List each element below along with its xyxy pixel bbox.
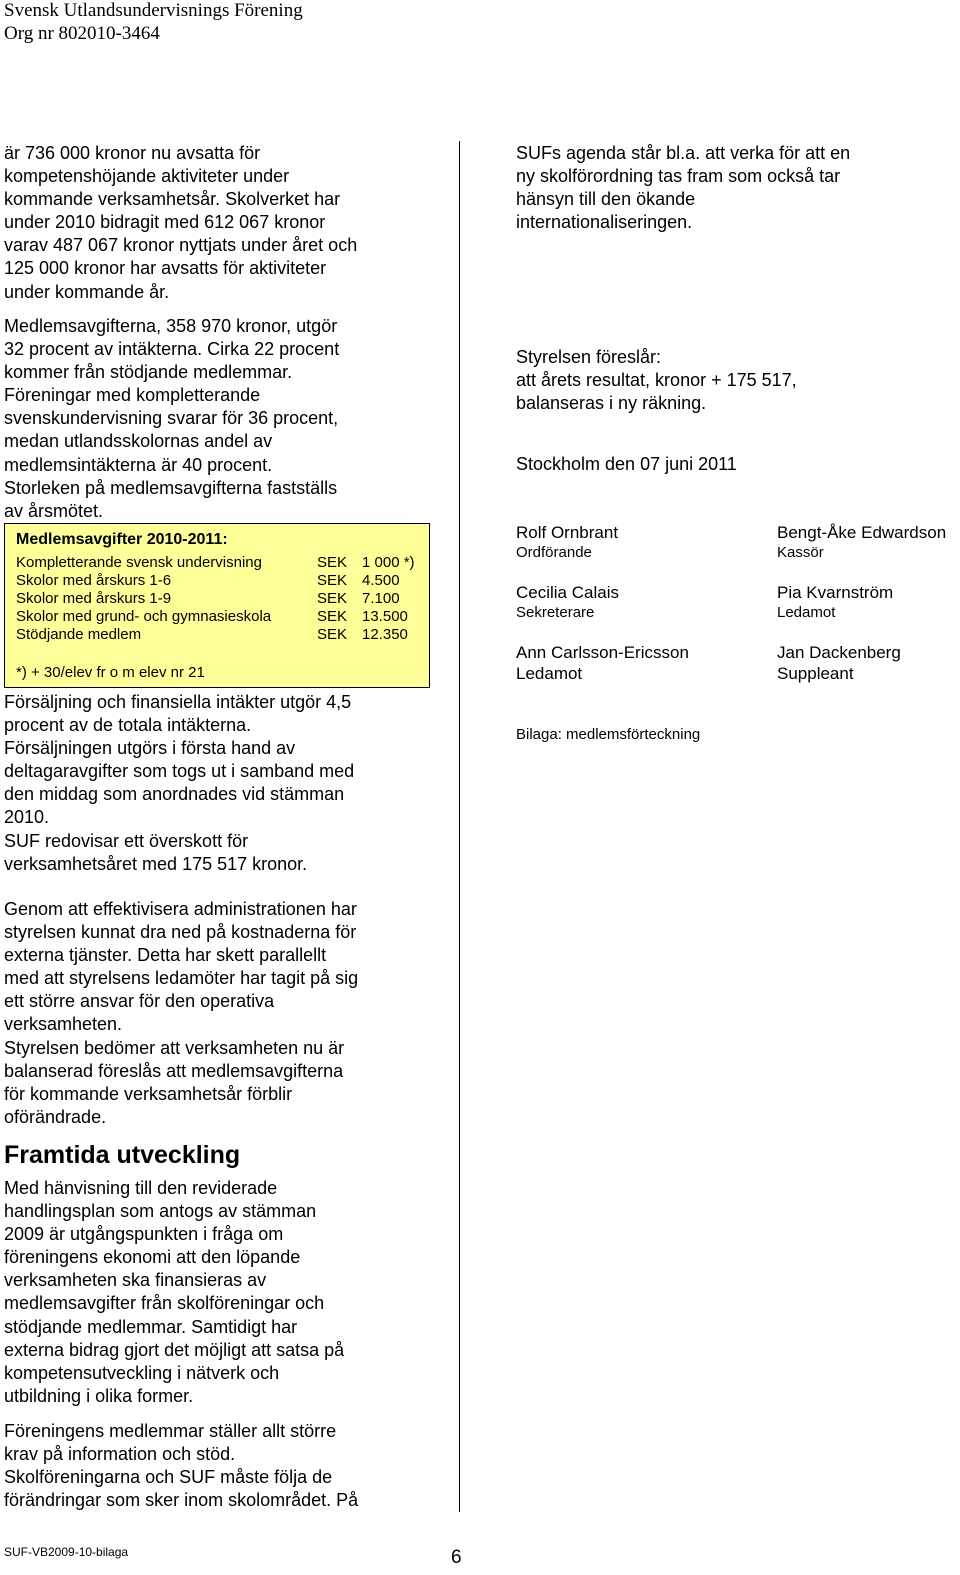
text-line: externa bidrag gjort det möjligt att satsa på — [4, 1339, 345, 1360]
text-line: balanseras i ny räkning. — [516, 393, 707, 414]
text-line: 2009 är utgångspunkten i fråga om — [4, 1224, 284, 1245]
text-line: Skolföreningarna och SUF måste följa de — [4, 1467, 333, 1488]
text-line: Med hänvisning till den reviderade — [4, 1178, 278, 1198]
signature-role: Ledamot — [516, 664, 583, 683]
text-line: krav på information och stöd. — [4, 1444, 236, 1465]
text-line: ny skolförordning tas fram som också tar — [516, 166, 841, 187]
text-line: för kommande verksamhetsår förblir — [4, 1083, 293, 1104]
text-line: Storleken på medlemsavgifterna fastställs — [4, 477, 338, 498]
text-line: Genom att effektivisera administrationen har — [4, 899, 357, 919]
board-proposal — [516, 346, 797, 415]
text-line: varav 487 067 kronor nyttjats under året och — [4, 235, 358, 256]
fee-label: Kompletterande svensk undervisning — [16, 554, 262, 571]
fee-amount: 13.500 — [362, 608, 408, 625]
text-line: kommande verksamhetsår. Skolverket har — [4, 189, 341, 210]
fee-footnote: *) + 30/elev fr o m elev nr 21 — [16, 664, 205, 681]
text-line: av årsmötet. — [4, 500, 104, 521]
signature-name: Rolf Ornbrant — [516, 523, 619, 542]
signature-role: Kassör — [777, 544, 824, 561]
text-line: Styrelsen bedömer att verksamheten nu är — [4, 1037, 345, 1058]
text-line: Föreningens medlemmar ställer allt större — [4, 1421, 337, 1441]
fee-currency: SEK — [317, 554, 348, 571]
text-line: föreningens ekonomi att den löpande — [4, 1247, 301, 1268]
text-line: utbildning i olika former. — [4, 1385, 194, 1406]
text-line: handlingsplan som antogs av stämman — [4, 1201, 317, 1222]
text-line: Försäljning och finansiella intäkter utgör 4,5 — [4, 692, 352, 712]
page-number: 6 — [451, 1547, 462, 1568]
fee-currency: SEK — [317, 608, 348, 625]
text-line: oförändrade. — [4, 1106, 107, 1127]
fee-label: Skolor med årskurs 1-9 — [16, 590, 172, 607]
organization-name: Svensk Utlandsundervisnings Förening — [4, 0, 303, 21]
text-line: svenskundervisning svarar för 36 procent, — [4, 408, 339, 429]
text-line: stödjande medlemmar. Samtidigt har — [4, 1316, 298, 1337]
paragraph-member-demands — [4, 1420, 358, 1512]
text-line: förändringar som sker inom skolområdet. På — [4, 1490, 359, 1511]
text-line: att årets resultat, kronor + 175 517, — [516, 370, 797, 391]
paragraph-suf-agenda — [516, 142, 850, 234]
fee-box-title: Medlemsavgifter 2010-2011: — [16, 531, 228, 548]
text-line: SUFs agenda står bl.a. att verka för att en — [516, 143, 851, 163]
text-line: internationaliseringen. — [516, 212, 693, 233]
paragraph-sales-income — [4, 691, 354, 876]
paragraph-membership-fees — [4, 315, 339, 523]
membership-fees-box — [4, 523, 430, 688]
attachment-note: Bilaga: medlemsförteckning — [516, 726, 701, 743]
text-line: styrelsen kunnat dra ned på kostnaderna för — [4, 922, 357, 943]
text-line: 2010. — [4, 807, 50, 828]
text-line: under 2010 bidragit med 612 067 kronor — [4, 212, 326, 233]
column-divider — [459, 141, 460, 1512]
text-line: under kommande år. — [4, 281, 170, 302]
text-line: externa tjänster. Detta har skett parallellt — [4, 945, 327, 966]
paragraph-administration — [4, 898, 358, 1129]
text-line: SUF redovisar ett överskott för — [4, 830, 249, 851]
signature-name: Pia Kvarnström — [777, 583, 894, 602]
signature-name: Bengt-Åke Edwardson — [777, 523, 947, 542]
paragraph-skolverket-funding — [4, 142, 357, 304]
text-line: kompetenshöjande aktiviteter under — [4, 166, 290, 187]
signature-role: Ledamot — [777, 604, 836, 621]
signature-role: Suppleant — [777, 664, 854, 683]
fee-amount: 4.500 — [362, 572, 400, 589]
text-line: Försäljningen utgörs i första hand av — [4, 738, 296, 759]
fee-amount: 7.100 — [362, 590, 400, 607]
text-line: kompetensutveckling i nätverk och — [4, 1362, 280, 1383]
signature-name: Ann Carlsson-Ericsson — [516, 643, 689, 662]
text-line: med att styrelsens ledamöter har tagit på sig — [4, 968, 359, 989]
text-line: verksamheten ska finansieras av — [4, 1270, 267, 1291]
signature-name: Jan Dackenberg — [777, 643, 901, 662]
fee-label: Skolor med årskurs 1-6 — [16, 572, 172, 589]
text-line: Föreningar med kompletterande — [4, 385, 261, 406]
signature-name: Cecilia Calais — [516, 583, 619, 602]
text-line: verksamheten. — [4, 1014, 123, 1035]
text-line: Medlemsavgifterna, 358 970 kronor, utgör — [4, 316, 338, 336]
fee-label: Stödjande medlem — [16, 626, 142, 643]
fee-currency: SEK — [317, 590, 348, 607]
signature-role: Ordförande — [516, 544, 592, 561]
text-line: är 736 000 kronor nu avsatta för — [4, 143, 261, 163]
text-line: procent av de totala intäkterna. — [4, 715, 252, 736]
text-line: verksamhetsåret med 175 517 kronor. — [4, 853, 308, 874]
text-line: medlemsintäkterna är 40 procent. — [4, 454, 273, 475]
signature-role: Sekreterare — [516, 604, 595, 621]
fee-label: Skolor med grund- och gymnasieskola — [16, 608, 272, 625]
text-line: Stockholm den 07 juni 2011 — [516, 454, 737, 474]
fee-currency: SEK — [317, 626, 348, 643]
text-line: medlemsavgifter från skolföreningar och — [4, 1293, 325, 1314]
text-line: medan utlandsskolornas andel av — [4, 431, 273, 452]
place-and-date — [516, 453, 737, 476]
text-line: 125 000 kronor har avsatts för aktiviteter — [4, 258, 327, 279]
section-heading: Framtida utveckling — [4, 1141, 241, 1169]
organization-number: Org nr 802010-3464 — [4, 23, 160, 44]
text-line: den middag som anordnades vid stämman — [4, 784, 345, 805]
paragraph-future-development — [4, 1177, 344, 1408]
text-line: ett större ansvar för den operativa — [4, 991, 275, 1012]
document-reference: SUF-VB2009-10-bilaga — [4, 1545, 129, 1559]
fee-amount: 1 000 *) — [362, 554, 415, 571]
text-line: hänsyn till den ökande — [516, 189, 696, 210]
text-line: kommer från stödjande medlemmar. — [4, 362, 293, 383]
text-line: Styrelsen föreslår: — [516, 347, 662, 367]
fee-currency: SEK — [317, 572, 348, 589]
text-line: deltagaravgifter som togs ut i samband med — [4, 761, 355, 782]
fee-amount: 12.350 — [362, 626, 408, 643]
text-line: balanserad föreslås att medlemsavgifterna — [4, 1060, 344, 1081]
text-line: 32 procent av intäkterna. Cirka 22 procent — [4, 339, 340, 360]
